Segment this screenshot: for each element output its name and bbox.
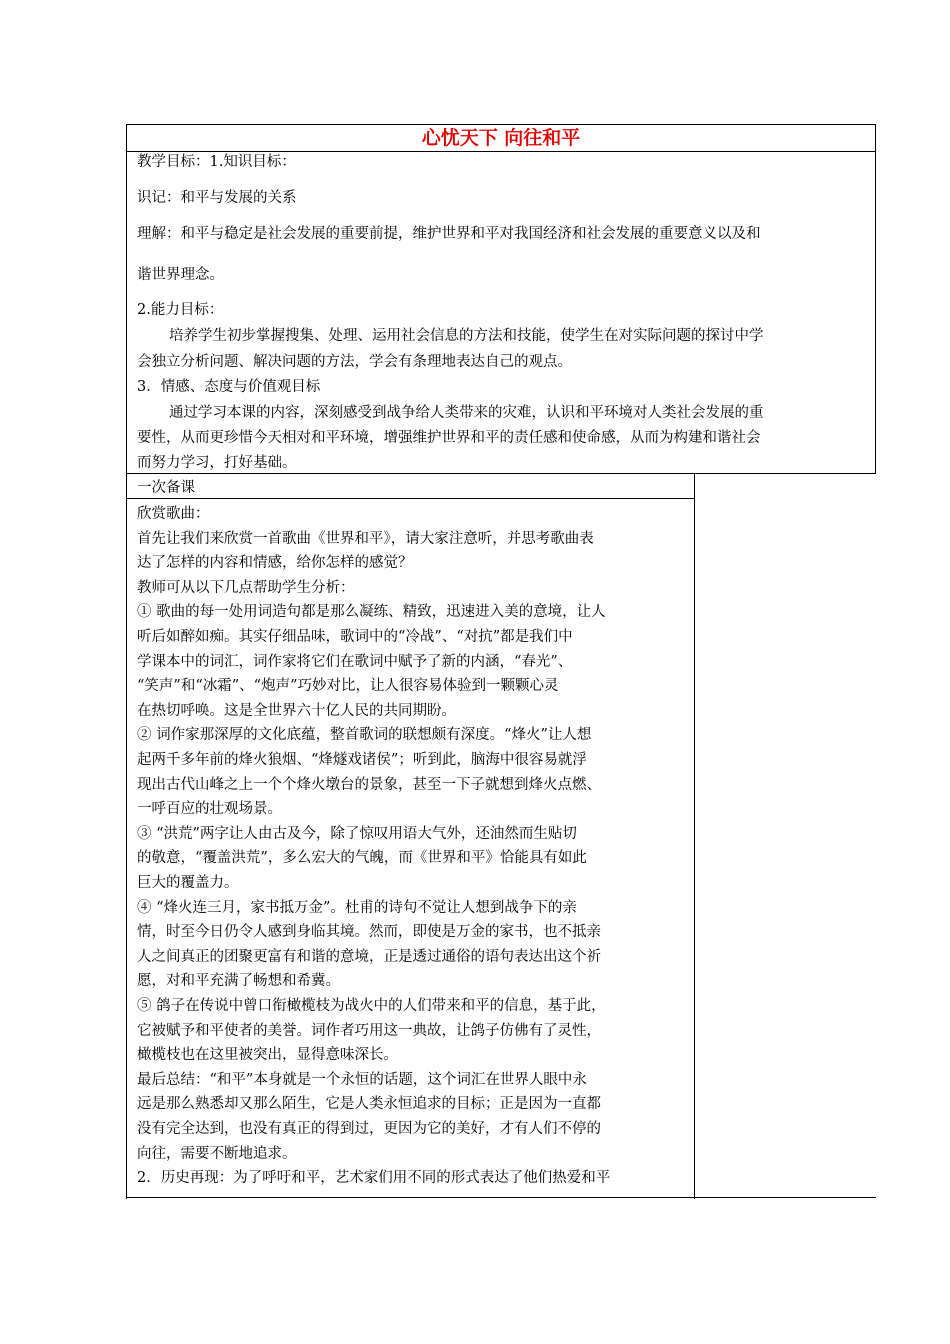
objective-line: 会独立分析问题、解决问题的方法，学会有条理地表达自己的观点。 [137,354,572,370]
lesson-line: 的敬意，“覆盖洪荒”，多么宏大的气魄，而《世界和平》恰能具有如此 [137,850,587,867]
objective-line: 通过学习本课的内容，深刻感受到战争给人类带来的灾难，认识和平环境对人类社会发展的重 [169,405,764,421]
objective-line: 3．情感、态度与价值观目标 [137,379,321,395]
lesson-line: 起两千多年前的烽火狼烟、“烽燧戏诸侯”；听到此，脑海中很容易就浮 [137,752,587,768]
objective-line: 教学目标：1.知识目标： [137,154,296,170]
lesson-line: 愿，对和平充满了畅想和希冀。 [137,973,340,990]
lesson-line: 首先让我们来欣赏一首歌曲《世界和平》，请大家注意听，并思考歌曲表 [137,530,594,547]
lesson-line: 2．历史再现：为了呼吁和平，艺术家们用不同的形式表达了他们热爱和平 [137,1170,611,1187]
lesson-header: 一次备课 [137,480,195,496]
objective-line: 而努力学习，打好基础。 [137,455,297,471]
objective-line: 谐世界理念。 [137,267,224,283]
lesson-line: ③ “洪荒”两字让人由古及今，除了惊叹用语大气外，还油然而生贴切 [137,825,577,842]
lesson-line: ① 歌曲的每一处用词造句都是那么凝练、精致，迅速进入美的意境，让人 [137,604,606,621]
lesson-line: 在热切呼唤。这是全世界六十亿人民的共同期盼。 [137,702,456,719]
lesson-line: 没有完全达到，也没有真正的得到过，更因为它的美好，才有人们不停的 [137,1121,601,1137]
lesson-line: 欣赏歌曲： [137,506,210,522]
lesson-line: ⑤ 鸽子在传说中曾口衔橄榄枝为战火中的人们带来和平的信息，基于此， [137,998,606,1014]
lesson-line: ② 词作家那深厚的文化底蕴，整首歌词的联想颇有深度。“烽火”让人想 [137,727,592,744]
lesson-line: 一呼百应的壮观场景。 [137,801,282,818]
lesson-line: 橄榄枝也在这里被突出，显得意味深长。 [137,1047,398,1064]
lesson-line: 向往，需要不断地追求。 [137,1145,297,1162]
lesson-line: 情，时至今日仍令人感到身临其境。然而，即使是万金的家书，也不抵亲 [137,924,601,941]
lesson-line: 远是那么熟悉却又那么陌生，它是人类永恒追求的目标；正是因为一直都 [137,1096,601,1113]
objective-line: 理解：和平与稳定是社会发展的重要前提，维护世界和平对我国经济和社会发展的重要意义以及和 [137,226,761,242]
lesson-line: 巨大的覆盖力。 [137,875,239,891]
lesson-line: “笑声”和“冰霜”、“炮声”巧妙对比，让人很容易体验到一颗颗心灵 [137,678,559,695]
bottom-divider [126,1197,876,1198]
objective-line: 培养学生初步掌握搜集、处理、运用社会信息的方法和技能，使学生在对实际问题的探讨中学 [169,328,764,344]
lesson-line: 它被赋予和平使者的美誉。词作者巧用这一典故，让鸽子仿佛有了灵性， [137,1022,601,1039]
lesson-line: ④ “烽火连三月，家书抵万金”。杜甫的诗句不觉让人想到战争下的亲 [137,899,577,916]
objective-line: 识记：和平与发展的关系 [137,190,297,206]
lesson-line: 学课本中的词汇，词作家将它们在歌词中赋予了新的内涵，“春光”、 [137,653,573,670]
lesson-line: 听后如醉如痴。其实仔细品味，歌词中的“冷战”、“对抗”都是我们中 [137,629,573,645]
document-title: 心忧天下 向往和平 [127,125,875,152]
lesson-line: 教师可从以下几点帮助学生分析： [137,579,355,596]
lesson-line: 最后总结：“和平”本身就是一个永恒的话题，这个词汇在世界人眼中永 [137,1071,587,1088]
lesson-line: 人之间真正的团聚更富有和谐的意境，正是透过通俗的语句表达出这个祈 [137,948,601,965]
objective-line: 2.能力目标： [137,302,224,318]
header-divider [126,498,695,499]
objective-line: 要性，从而更珍惜今天相对和平环境，增强维护世界和平的责任感和使命感，从而为构建和谐社会 [137,430,761,446]
lesson-line: 达了怎样的内容和情感，给你怎样的感觉？ [137,555,413,572]
lesson-line: 现出古代山峰之上一个个烽火墩台的景象，甚至一下子就想到烽火点燃、 [137,776,601,793]
